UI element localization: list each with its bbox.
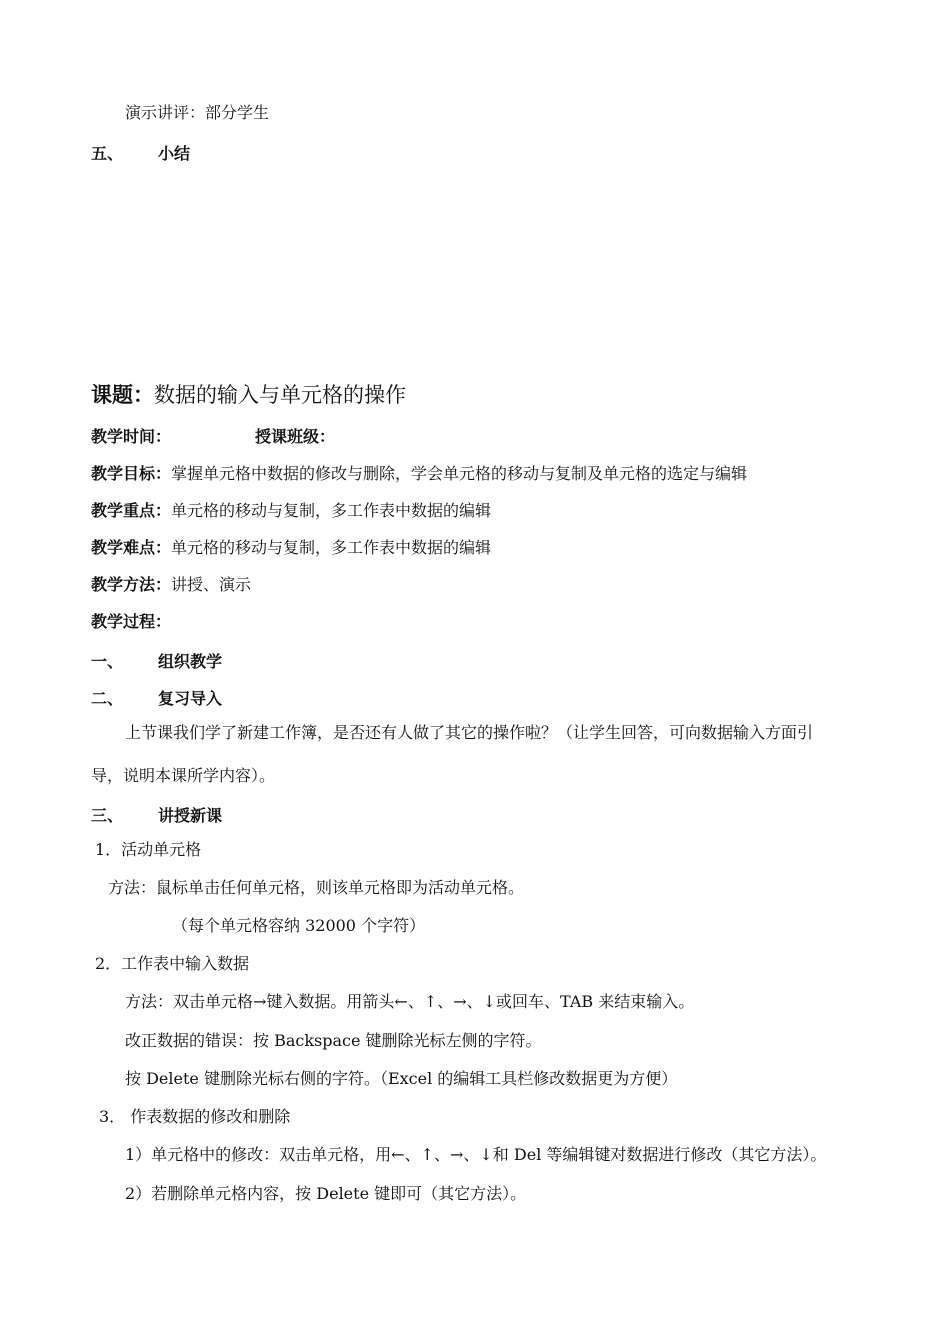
section-3-title: 讲授新课 [158, 806, 223, 825]
item-3-sub-2: 2）若删除单元格内容，按 Delete 键即可（其它方法）。 [125, 1184, 527, 1203]
item-2-delete: 按 Delete 键删除光标右侧的字符。（Excel 的编辑工具栏修改数据更为方便） [125, 1069, 678, 1088]
class-label: 授课班级： [255, 427, 336, 446]
goal-label: 教学目标： [91, 464, 172, 483]
demo-review-line: 演示讲评：部分学生 [125, 103, 270, 122]
teaching-method [91, 575, 251, 595]
item-3-sub-1: 1）单元格中的修改：双击单元格，用←、↑、→、↓和 Del 等编辑键对数据进行修改（其它方法）。 [125, 1145, 827, 1164]
item-2-method: 方法：双击单元格→键入数据。用箭头←、↑、→、↓或回车、TAB 来结束输入。 [125, 992, 695, 1011]
item-2-fix: 改正数据的错误：按 Backspace 键删除光标左侧的字符。 [125, 1031, 542, 1050]
goal-text: 掌握单元格中数据的修改与删除，学会单元格的移动与复制及单元格的选定与编辑 [171, 464, 748, 483]
item-1-heading: 1．活动单元格 [95, 840, 202, 859]
section-1-title: 组织教学 [158, 652, 223, 671]
item-1-method: 方法：鼠标单击任何单元格，则该单元格即为活动单元格。 [108, 878, 525, 897]
section-5-title: 小结 [158, 144, 191, 163]
method-label: 教学方法： [91, 575, 172, 594]
difficulty-label: 教学难点： [91, 538, 172, 557]
teaching-goal [91, 464, 747, 484]
lesson-topic [91, 382, 406, 408]
section-3-number: 三、 [91, 806, 124, 825]
teaching-focus [91, 501, 491, 521]
difficulty-text: 单元格的移动与复制，多工作表中数据的编辑 [171, 538, 492, 557]
method-text: 讲授、演示 [171, 575, 252, 594]
topic-label: 课题： [91, 382, 154, 407]
teaching-difficulty [91, 538, 491, 558]
teaching-process-label: 教学过程： [91, 612, 172, 631]
focus-label: 教学重点： [91, 501, 172, 520]
teaching-time-label: 教学时间： [91, 427, 172, 446]
section-5-number: 五、 [91, 144, 124, 163]
focus-text: 单元格的移动与复制，多工作表中数据的编辑 [171, 501, 492, 520]
review-paragraph-line-2: 导，说明本课所学内容）。 [91, 766, 276, 785]
section-1-number: 一、 [91, 652, 124, 671]
section-2-title: 复习导入 [158, 689, 223, 708]
item-3-heading: 3． 作表数据的修改和删除 [99, 1107, 291, 1126]
section-2-number: 二、 [91, 689, 124, 708]
item-2-heading: 2．工作表中输入数据 [95, 954, 250, 973]
item-1-note: （每个单元格容纳 32000 个字符） [172, 916, 426, 935]
topic-text: 数据的输入与单元格的操作 [154, 383, 406, 407]
review-paragraph-line-1: 上节课我们学了新建工作簿，是否还有人做了其它的操作啦？（让学生回答，可向数据输入方面引 [125, 723, 814, 742]
